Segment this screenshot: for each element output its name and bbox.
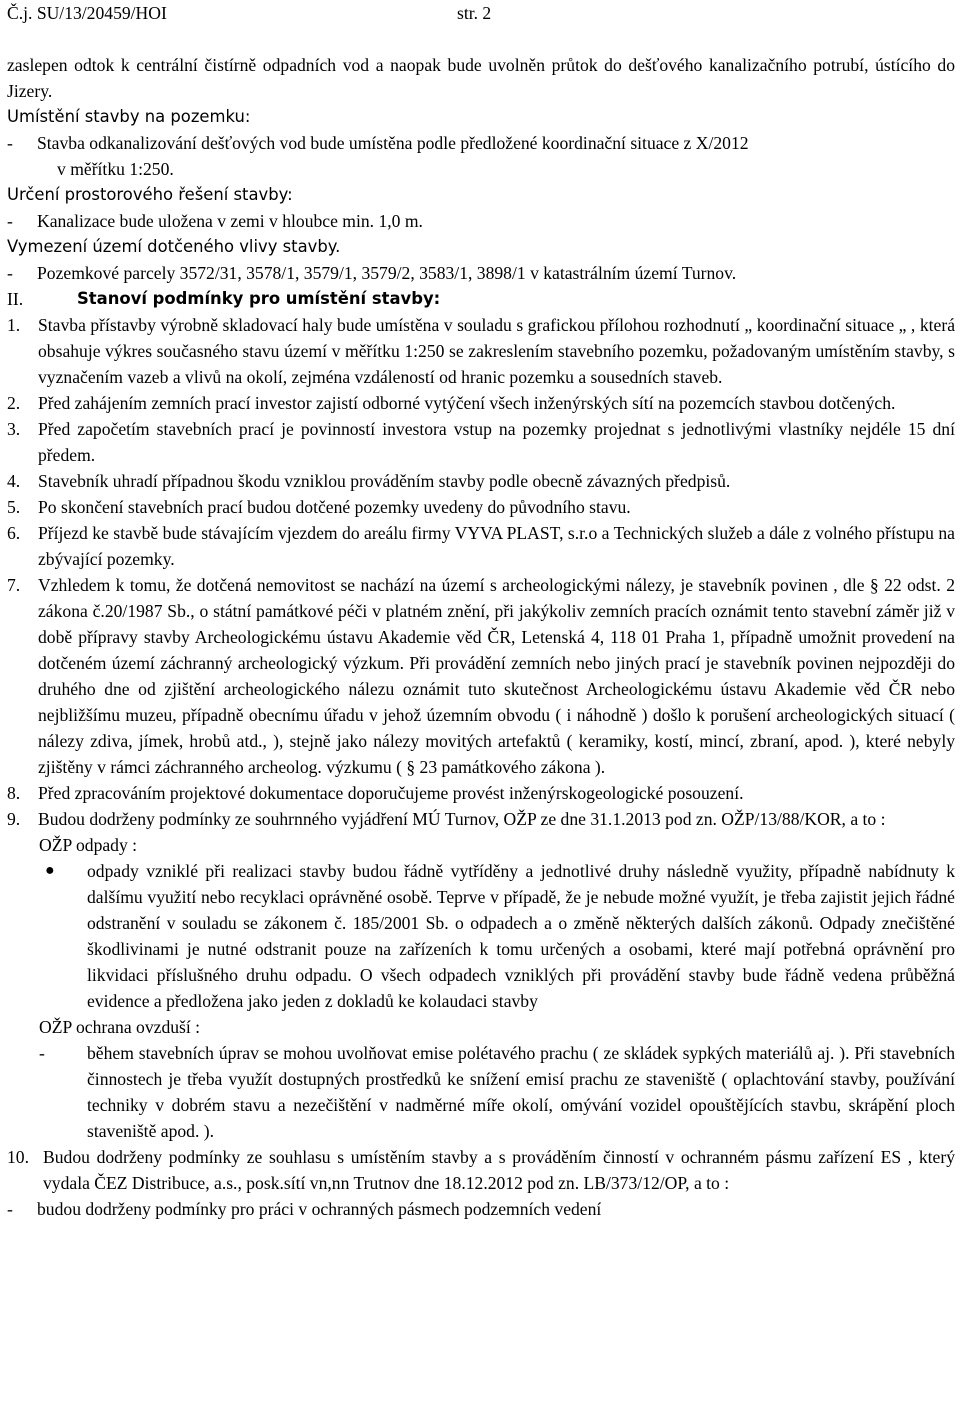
condition-number: 10. [7, 1147, 29, 1167]
umisteni-continuation: v měřítku 1:250. [57, 159, 174, 179]
condition-text: Stavebník uhradí případnou škodu vzniklou prováděním stavby podle obecně závazných předpisů. [38, 471, 731, 491]
condition-number: 3. [7, 419, 21, 439]
condition-number: 8. [7, 783, 21, 803]
ozp-odpady-heading: OŽP odpady : [39, 835, 138, 855]
last-item-text: budou dodrženy podmínky pro práci v ochranných pásmech podzemních vedení [37, 1199, 602, 1219]
section-heading [7, 286, 955, 312]
condition-item [7, 390, 955, 416]
dash-marker: - [7, 133, 13, 153]
list-item [7, 208, 955, 234]
list-item [7, 1040, 955, 1144]
condition-text: Před zpracováním projektové dokumentace doporučujeme provést inženýrskogeologické posouzení. [38, 783, 744, 803]
condition-text: Budou dodrženy podmínky ze souhrnného vyjádření MÚ Turnov, OŽP ze dne 31.1.2013 pod zn. OŽP/13/88/KOR, a to : [38, 809, 886, 829]
condition-item [7, 780, 955, 806]
condition-number: 1. [7, 315, 21, 335]
list-item [7, 858, 955, 1014]
condition-item [7, 520, 955, 572]
condition-item [7, 468, 955, 494]
condition-text: Vzhledem k tomu, že dotčená nemovitost se nachází na území s archeologickými nálezy, je stavebník povinen , dle § 22 odst. 2 zákona č.20/1987 Sb., o státní památkové péči v platném znění, při jakýkoliv zemních pracích oznámit tento stavební záměr již v době přípravy stavby Archeologickému ústavu Akademie věd ČR, Letenská 4, 118 01 Praha 1, případně umožnit provedení na dotčeném území záchranný archeologický výzkum. Při provádění zemních nebo jiných prací je stavebník povinen nejpozději do druhého dne od zjištění archeologického nálezu oznámit tuto skutečnost Archeologickému ústavu Akademie věd ČR nebo nejbližšímu muzeu, případně obecnímu úřadu v jehož územním obvodu ( i náhodně ) došlo k porušení archeologických situací ( nálezy zdiva, jímek, hrobů atd., ), stejně jako nálezy movitých artefaktů ( keramiky, kostí, mincí, zbraní, apod. ), které nebyly zjištěny v rámci záchranného archeolog. výzkumu ( § 23 památkového zákona ). [38, 575, 955, 777]
condition-text: Před započetím stavebních prací je povinností investora vstup na pozemky projednat s jednotlivými vlastníky nejdéle 15 dní předem. [38, 419, 955, 465]
ozp-ovzdusi-text: během stavebních úprav se mohou uvolňovat emise polétavého prachu ( ze skládek sypkých materiálů aj. ). Při stavebních činnostech je třeba využít dostupných prostředků ke snížení emisí prachu ze staveniště ( oplachtování stavby, používání techniky v dobrém stavu a nezečištění v nadměrné míře okolí, omývání vozidel opouštějících stavbu, skrápění ploch staveniště apod. ). [87, 1043, 955, 1141]
dash-marker: - [7, 1199, 13, 1219]
condition-number: 7. [7, 575, 21, 595]
page-header [7, 0, 955, 52]
condition-item [7, 572, 955, 780]
list-item [7, 260, 955, 286]
dash-marker: - [7, 263, 13, 283]
page-number: str. 2 [457, 3, 492, 23]
list-item [7, 1196, 955, 1222]
urceni-text: Kanalizace bude uložena v zemi v hloubce min. 1,0 m. [37, 211, 423, 231]
section-title: Stanoví podmínky pro umístění stavby: [77, 289, 441, 308]
umisteni-text: Stavba odkanalizování dešťových vod bude umístěna podle předložené koordinační situace z X/2012 [37, 133, 749, 153]
ozp-odpady-text: odpady vzniklé při realizaci stavby budou řádně vytříděny a jednotlivé druhy následně využity, případně nabídnuty k dalšímu využití nebo recyklaci oprávněné osobě. Teprve v případě, že je nebude možné využít, je třeba zajistit jejich řádné odstranění v souladu se zákonem č. 185/2001 Sb. o odpadech a o změně některých dalších zákonů. Odpady znečištěné škodlivinami je nutné odstranit pouze na zařízeních k tomu určených a osobami, které mají potřebná oprávnění pro likvidaci příslušného druhu odpadu. O všech odpadech vzniklých při provádění stavby bude řádně vedena průběžná evidence a předložena jako jeden z dokladů ke kolaudaci stavby [87, 861, 955, 1011]
heading-urceni: Určení prostorového řešení stavby: [7, 185, 293, 204]
condition-text: Po skončení stavebních prací budou dotčené pozemky uvedeny do původního stavu. [38, 497, 631, 517]
condition-text: Stavba přístavby výrobně skladovací haly bude umístěna v souladu s grafickou přílohou rozhodnutí „ koordinační situace „ , která obsahuje výkres současného stavu území v měřítku 1:250 se zakreslením stavebního pozemku, požadovaným umístěním stavby, s vyznačením vazeb a vlivů na okolí, zejména vzdáleností od hranic pozemku a sousedních staveb. [38, 315, 955, 387]
condition-number: 6. [7, 523, 21, 543]
condition-item [7, 416, 955, 468]
condition-item [7, 806, 955, 832]
condition-text: Příjezd ke stavbě bude stávajícím vjezdem do areálu firmy VYVA PLAST, s.r.o a Technických služeb a dále z volného přístupu na zbývající pozemky. [38, 523, 955, 569]
condition-item [7, 494, 955, 520]
condition-text: Před zahájením zemních prací investor zajistí odborné vytýčení všech inženýrských sítí na pozemcích stavbou dotčených. [38, 393, 896, 413]
paragraph-intro: zaslepen odtok k centrální čistírně odpadních vod a naopak bude uvolněn průtok do dešťového kanalizačního potrubí, ústícího do Jizery. [7, 55, 955, 101]
section-number: II. [7, 289, 24, 309]
reference-number: Č.j. SU/13/20459/HOI [7, 3, 167, 23]
dash-marker: - [39, 1043, 45, 1063]
condition-number: 2. [7, 393, 21, 413]
bullet-icon: ● [45, 862, 55, 879]
vymezeni-text: Pozemkové parcely 3572/31, 3578/1, 3579/1, 3579/2, 3583/1, 3898/1 v katastrálním území Turnov. [37, 263, 737, 283]
list-item [7, 130, 955, 156]
conditions-list [7, 312, 955, 832]
condition-number: 9. [7, 809, 21, 829]
condition-item [7, 1144, 955, 1196]
condition-number: 5. [7, 497, 21, 517]
condition-item [7, 312, 955, 390]
condition-text: Budou dodrženy podmínky ze souhlasu s umístěním stavby a s prováděním činností v ochranném pásmu zařízení ES , který vydala ČEZ Distribuce, a.s., posk.sítí vn,nn Trutnov dne 18.12.2012 pod zn. LB/373/12/OP, a to : [43, 1147, 955, 1193]
ozp-ovzdusi-heading: OŽP ochrana ovzduší : [39, 1017, 201, 1037]
heading-vymezeni: Vymezení území dotčeného vlivy stavby. [7, 237, 341, 256]
condition-number: 4. [7, 471, 21, 491]
dash-marker: - [7, 211, 13, 231]
heading-umisteni: Umístění stavby na pozemku: [7, 107, 251, 126]
